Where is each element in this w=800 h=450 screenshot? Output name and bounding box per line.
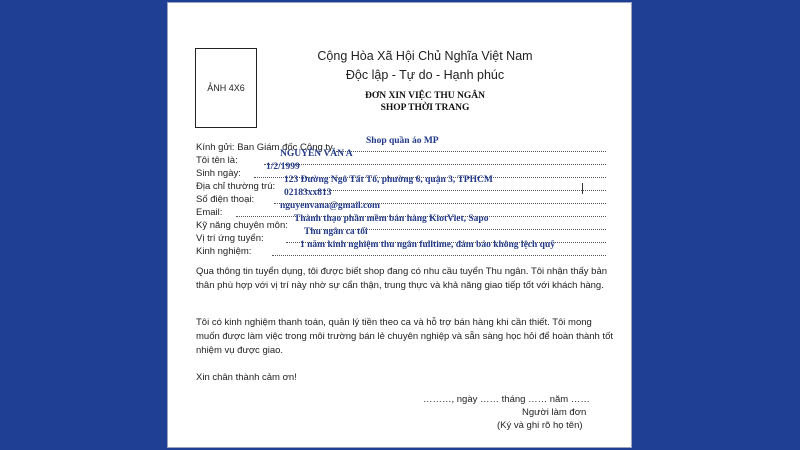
application-form-page [167, 2, 632, 448]
field-label: Kinh nghiệm: [196, 246, 252, 257]
text-cursor [582, 183, 583, 194]
national-title: Cộng Hòa Xã Hội Chủ Nghĩa Việt Nam [317, 49, 533, 63]
field-value[interactable]: Shop quần áo MP [366, 136, 439, 146]
field-experience [196, 240, 606, 257]
dotted-line [272, 255, 606, 256]
signature-note: (Ký và ghi rõ họ tên) [497, 420, 583, 431]
document-subtitle: SHOP THỜI TRANG [380, 103, 470, 113]
field-recipient [196, 136, 606, 153]
signature-date: ………, ngày …… tháng …… năm …… [423, 394, 590, 405]
signature-role: Người làm đơn [522, 407, 587, 418]
field-value[interactable]: 1 năm kinh nghiệm thu ngân fulltime, đảm bảo không lệch quỹ [300, 240, 555, 250]
paragraph-experience: Tôi có kinh nghiệm thanh toán, quản lý tiền theo ca và hỗ trợ bán hàng khi cần thiết. Tôi mong muốn được làm việc trong môi trường bán lẻ chuyên nghiệp và sẵn sàng học hỏi để hoàn thành tốt nhiệm vụ được giao. [196, 317, 614, 356]
field-value[interactable]: Thu ngân ca tối [304, 227, 368, 237]
field-value[interactable]: NGUYỄN VĂN A [280, 149, 353, 159]
dotted-line [336, 151, 606, 152]
dotted-line [264, 164, 606, 165]
field-label: Email: [196, 207, 223, 218]
field-label: Số điện thoại: [196, 194, 255, 205]
field-name [196, 149, 606, 166]
field-value[interactable]: 1/2/1999 [266, 162, 300, 172]
closing-line: Xin chân thành cảm ơn! [196, 372, 297, 383]
national-motto: Độc lập - Tự do - Hạnh phúc [345, 68, 505, 82]
field-value[interactable]: nguyenvana@gmail.com [280, 201, 380, 211]
field-phone [196, 188, 606, 205]
field-address [196, 175, 606, 192]
document-title: ĐƠN XIN VIỆC THU NGÂN [365, 91, 485, 101]
photo-placeholder [195, 48, 257, 128]
field-label: Sinh ngày: [196, 168, 241, 179]
field-value[interactable]: 02183xx813 [284, 188, 332, 198]
paragraph-intro: Qua thông tin tuyển dụng, tôi được biết shop đang có nhu cầu tuyển Thu ngân. Tôi nhận thấy bản thân phù hợp với vị trí này nhờ sự cẩn thận, trung thực và khả năng giao tiếp tốt với khách hàng. [196, 266, 608, 291]
dotted-line [302, 190, 606, 191]
field-value[interactable]: Thành thạo phần mềm bán hàng KiotViet, Sapo [294, 214, 489, 224]
field-label: Kỹ năng chuyên môn: [196, 220, 288, 231]
photo-label: ẢNH 4X6 [207, 83, 245, 93]
field-skills [196, 214, 606, 231]
field-label: Vị trí ứng tuyển: [196, 233, 264, 244]
field-label: Kính gửi: Ban Giám đốc Công ty [196, 142, 333, 153]
field-value[interactable]: 123 Đường Ngô Tất Tố, phường 6, quận 3, TPHCM [284, 175, 493, 185]
field-label: Địa chỉ thường trú: [196, 181, 276, 192]
field-label: Tôi tên là: [196, 155, 238, 166]
